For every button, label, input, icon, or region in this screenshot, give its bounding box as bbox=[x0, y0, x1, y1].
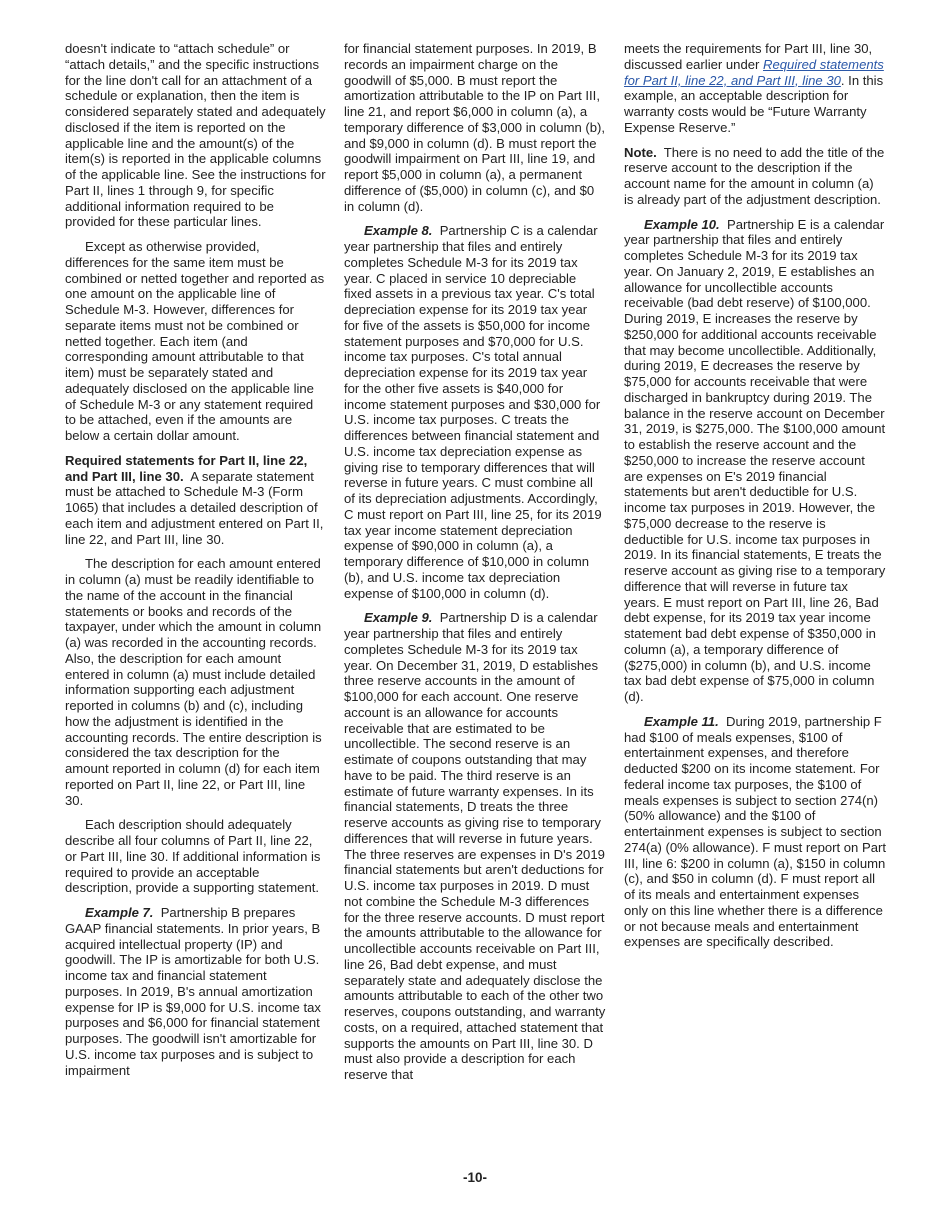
paragraph-example-9 bbox=[344, 610, 606, 1083]
example-8-text: Partnership C is a calendar year partnership that files and entirely completes Schedule M-3 for its 2019 tax year. C placed in service 10 depreciable fixed assets in a previous tax year. C's total depreciation expense for its 2019 tax year for five of the assets is $50,000 for income statement purposes and $70,000 for U.S. income tax purposes. C's total annual depreciation expense for its 2019 tax year for the other five assets is $40,000 for income statement purposes and $30,000 for U.S. income tax purposes. C treats the differences between financial statement and U.S. income tax depreciation expense as giving rise to temporary differences that will reverse in future years. C must combine all of its depreciation adjustments. Accordingly, C must report on Part III, line 25, for its 2019 tax year income statement depreciation expense of $90,000 in column (a), a temporary difference of $10,000 in column (b), and U.S. income tax depreciation expense of $100,000 in column (d). bbox=[344, 223, 602, 601]
paragraph-example-7-continued: for financial statement purposes. In 2019, B records an impairment charge on the goodwill of $5,000. B must report the amortization attributable to the IP on Part III, line 21, and report $6,000 in column (a), a temporary difference of $3,000 in column (b), and $9,000 in column (d). B must report the goodwill impairment on Part III, line 19, and report $5,000 in column (a), a permanent difference of ($5,000) in column (c), and $0 in column (d). bbox=[344, 41, 606, 214]
example-11-label: Example 11. bbox=[644, 713, 719, 729]
paragraph-example-10 bbox=[624, 217, 886, 705]
example-9-text: Partnership D is a calendar year partnership that files and entirely completes Schedule M-3 for its 2019 tax year. On December 31, 2019, D establishes three reserve accounts in the amount of $100,000 for each account. One reserve account is an allowance for accounts receivable that are estimated to be uncollectible. The second reserve is an estimate of coupons outstanding that may have to be paid. The third reserve is an estimate of future warranty expenses. In its financial statements, D treats the three reserve accounts as giving rise to temporary differences that will reverse in future years. The three reserves are expenses in D's 2019 financial statements but aren't deductions for U.S. income tax purposes in 2019. D must not combine the Schedule M-3 differences for the three reserve accounts. D must report the amounts attributable to the allowance for uncollectible accounts receivable on Part III, line 26, Bad debt expense, and must separately state and adequately disclose the amounts attributable to each of the other two reserves, coupons outstanding, and warranty costs, on a required, attached statement that supports the amounts on Part III, line 30. D must also provide a description for each reserve that bbox=[344, 610, 606, 1082]
paragraph-attach-schedule: doesn't indicate to “attach schedule” or “attach details,” and the specific instructions for the line don't call for an attachment of a schedule or explanation, then the item is considered separately stated and adequately disclosed if the item is reported on the applicable line and the amount(s) of the item(s) is reported in the applicable columns of the applicable line. See the instructions for Part II, lines 1 through 9, for specific additional information required to be provided for these particular lines. bbox=[65, 41, 326, 230]
note-text: There is no need to add the title of the reserve account to the description if the account name for the amount in column (a) is already part of the adjustment description. bbox=[624, 144, 885, 207]
note-label: Note. bbox=[624, 144, 657, 160]
example-9-continued-text-b: . In this example, an acceptable description for warranty costs would be “Future Warranty Expense Reserve.” bbox=[624, 72, 884, 135]
paragraph-adequate-description: Each description should adequately describe all four columns of Part II, line 22, or Part III, line 30. If additional information is required to provide an acceptable description, provide a supporting statement. bbox=[65, 817, 321, 896]
paragraph-netting: Except as otherwise provided, differences for the same item must be combined or netted together and reported as one amount on the applicable line of Schedule M-3. However, differences for separate items must not be combined or netted together. Each item (and corresponding amount attributable to that item) must be separately stated and adequately disclosed on the applicable line of Schedule M-3 or any statement required to be attached, even if the amounts are below a certain dollar amount. bbox=[65, 239, 325, 443]
page-number: -10- bbox=[462, 1170, 487, 1185]
paragraph-example-7 bbox=[65, 905, 327, 1078]
column-2 bbox=[344, 41, 606, 1092]
paragraph-required-statements bbox=[65, 453, 327, 548]
required-statements-link[interactable]: Required statements for Part II, line 22, and Part III, line 30 bbox=[624, 56, 884, 88]
example-7-label: Example 7. bbox=[85, 905, 154, 920]
example-7-text: Partnership B prepares GAAP financial statements. In prior years, B acquired intellectual property (IP) and goodwill. The IP is amortizable for both U.S. income tax and financial statement purposes. In 2019, B's annual amortization expense for IP is $9,000 for U.S. income tax purposes and $6,000 for financial statement purposes. The goodwill isn't amortizable for U.S. income tax purposes and is subject to impairment bbox=[65, 905, 321, 1078]
required-statements-heading: Required statements for Part II, line 22, and Part III, line 30. bbox=[65, 452, 308, 484]
column-1 bbox=[65, 41, 327, 1087]
paragraph-description-requirements: The description for each amount entered in column (a) must be readily identifiable to the name of the account in the financial statements or books and records of the taxpayer, under which the amount in column (a) was recorded in the accounting records. Also, the description for each amount entered in column (a) must include detailed information supporting each adjustment reported in columns (b) and (c), including how the adjustment is identified in the accounting records. The entire description is considered the tax description for the amount reported in column (d) for each item reported on Part II, line 22, or Part III, line 30. bbox=[65, 556, 322, 808]
example-9-label: Example 9. bbox=[364, 610, 433, 626]
example-10-text: Partnership E is a calendar year partnership that files and entirely completes Schedule M-3 for its 2019 tax year. On January 2, 2019, E establishes an allowance for uncollectible accounts receivable (bad debt reserve) of $100,000. During 2019, E increases the reserve by $250,000 for additional accounts receivable that may become uncollectible. Additionally, during 2019, E decreases the reserve by $75,000 for accounts receivable that were discharged in bankruptcy during 2019. The balance in the reserve account on December 31, 2019, is $275,000. The $100,000 amount to establish the reserve account and the $250,000 to increase the reserve account are expenses on E's 2019 financial statements but aren't deductible for U.S. income tax purposes in 2019. However, the $75,000 decrease to the reserve is deductible for U.S. income tax purposes in 2019. In its financial statements, E treats the reserve account as giving rise to a temporary difference that will reverse in future tax years. E must report on Part III, line 26, Bad debt expense, for its 2019 tax year income statement bad debt expense of $350,000 in column (a), a temporary difference of ($275,000) in column (b), and U.S. income tax bad debt expense of $75,000 in column (d). bbox=[624, 216, 886, 704]
paragraph-example-9-continued bbox=[624, 41, 886, 136]
paragraph-note bbox=[624, 145, 886, 208]
example-8-label: Example 8. bbox=[364, 223, 433, 239]
example-11-text: During 2019, partnership F had $100 of meals expenses, $100 of entertainment expenses, and therefore deducted $200 on its income statement. For federal income tax purposes, the $100 of meals expenses is subject to section 274(n) (50% allowance) and the $100 of entertainment expenses is subject to section 274(a) (0% allowance). F must report on Part III, line 6: $200 in column (a), $150 in column (c), and $50 in column (d). F must report all of its meals and entertainment expenses only on this line whether there is a difference or not because meals and entertainment expenses are specifically described. bbox=[624, 713, 886, 950]
required-statements-text: A separate statement must be attached to Schedule M-3 (Form 1065) that includes a detailed description of each item and adjustment entered on Part II, line 22, and Part III, line 30. bbox=[65, 468, 324, 547]
paragraph-example-8 bbox=[344, 223, 606, 601]
paragraph-example-11 bbox=[624, 714, 886, 950]
example-9-continued-text-a: meets the requirements for Part III, line 30, discussed earlier under bbox=[624, 41, 873, 72]
column-3 bbox=[624, 41, 886, 959]
example-10-label: Example 10. bbox=[644, 216, 720, 232]
